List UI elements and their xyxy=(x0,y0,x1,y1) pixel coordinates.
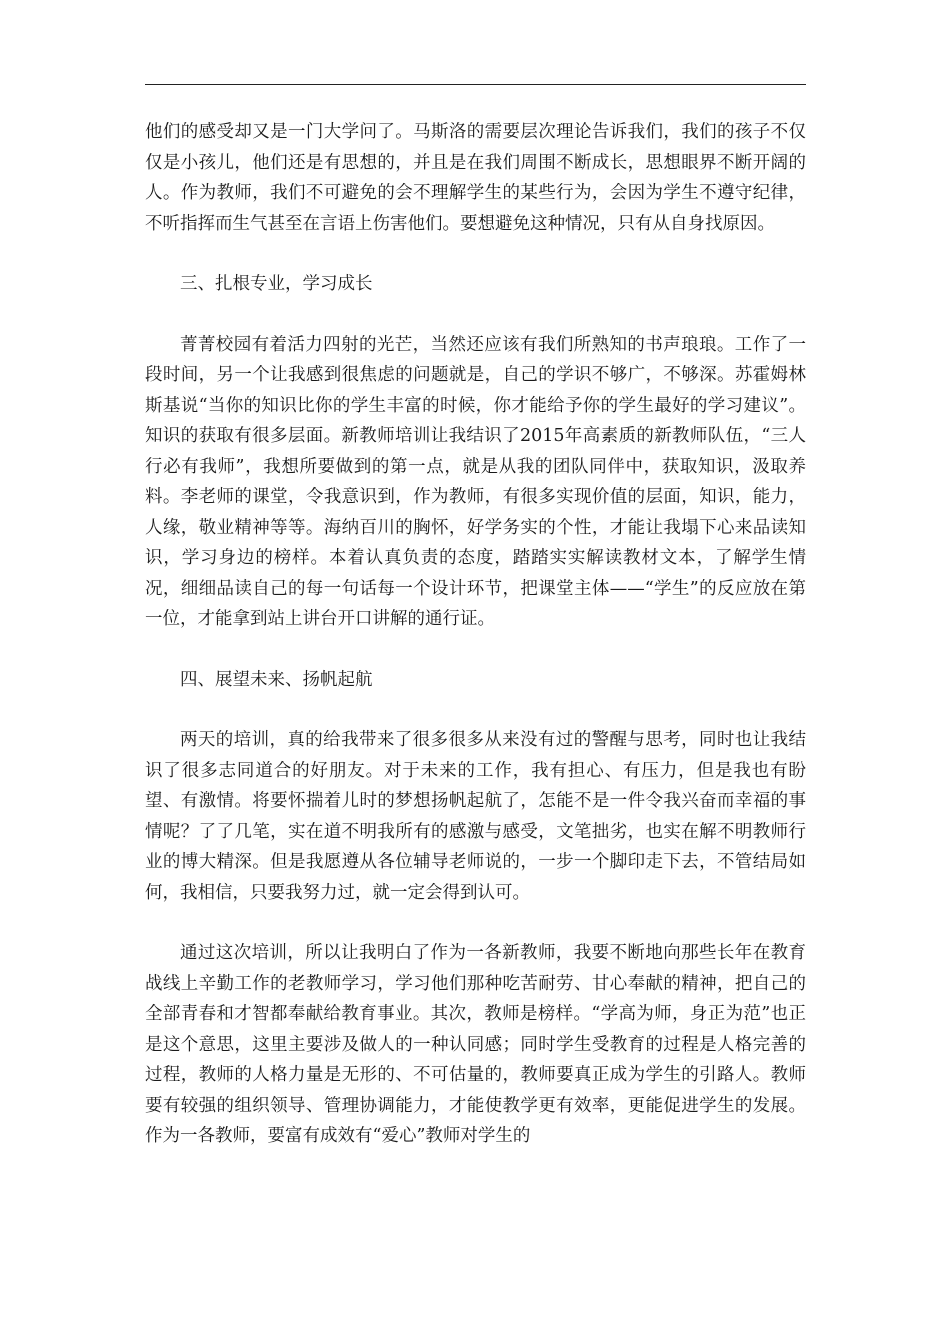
section-heading-4: 四、展望未来、扬帆起航 xyxy=(180,669,373,690)
header-rule xyxy=(145,84,806,85)
paragraph-professional-growth: 菁菁校园有着活力四射的光芒，当然还应该有我们所熟知的书声琅琅。工作了一段时间，另一个让我感到很焦虑的问题就是，自己的学识不够广，不够深。苏霍姆林斯基说“当你的知识比你的学生丰富的时候，你才能给予你的学生最好的学习建议”。知识的获取有很多层面。新教师培训让我结识了2015年高素质的新教师队伍，“三人行必有我师”，我想所要做到的第一点，就是从我的团队同伴中，获取知识，汲取养料。李老师的课堂，令我意识到，作为教师，有很多实现价值的层面，知识，能力，人缘，敬业精神等等。海纳百川的胸怀，好学务实的个性，才能让我塌下心来品读知识，学习身边的榜样。本着认真负责的态度，踏踏实实解读教材文本，了解学生情况，细细品读自己的每一句话每一个设计环节，把课堂主体——“学生”的反应放在第一位，才能拿到站上讲台开口讲解的通行证。 xyxy=(145,334,806,629)
paragraph-training-summary: 通过这次培训，所以让我明白了作为一各新教师，我要不断地向那些长年在教育战线上辛勤工作的老教师学习，学习他们那种吃苦耐劳、甘心奉献的精神，把自己的全部青春和才智都奉献给教育事业。其次，教师是榜样。“学高为师，身正为范”也正是这个意思，这里主要涉及做人的一种认同感；同时学生受教育的过程是人格完善的过程，教师的人格力量是无形的、不可估量的，教师要真正成为学生的引路人。教师要有较强的组织领导、管理协调能力，才能使教学更有效率，更能促进学生的发展。作为一各教师，要富有成效有“爱心”教师对学生的 xyxy=(145,943,806,1146)
section-heading-3: 三、扎根专业，学习成长 xyxy=(180,274,373,294)
paragraph-continued: 他们的感受却又是一门大学问了。马斯洛的需要层次理论告诉我们，我们的孩子不仅仅是小孩儿，他们还是有思想的，并且是在我们周围不断成长，思想眼界不断开阔的人。作为教师，我们不可避免的会不理解学生的某些行为，会因为学生不遵守纪律，不听指挥而生气甚至在言语上伤害他们。要想避免这种情况，只有从自身找原因。 xyxy=(145,122,806,234)
paragraph-outlook: 两天的培训，真的给我带来了很多很多从来没有过的警醒与思考，同时也让我结识了很多志同道合的好朋友。对于未来的工作，我有担心、有压力，但是我也有盼望、有激情。将要怀揣着儿时的梦想扬帆起航了，怎能不是一件令我兴奋而幸福的事情呢？了了几笔，实在道不明我所有的感激与感受，文笔拙劣，也实在解不明教师行业的博大精深。但是我愿遵从各位辅导老师说的，一步一个脚印走下去，不管结局如何，我相信，只要我努力过，就一定会得到认可。 xyxy=(145,730,806,903)
document-body xyxy=(145,117,806,1152)
